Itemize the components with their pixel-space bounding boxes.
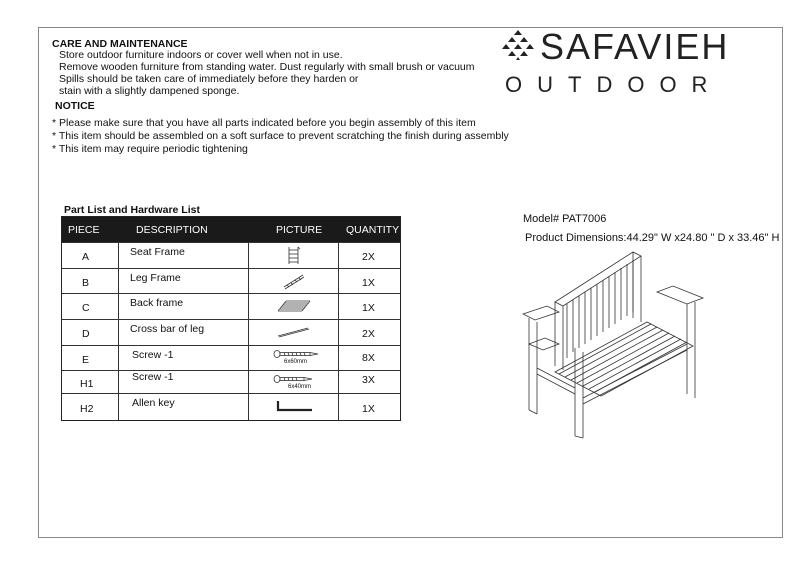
description-cell: Seat Frame xyxy=(130,246,185,258)
notice-line: * This item should be assembled on a soft surface to prevent scratching the finish during assembly xyxy=(52,130,509,142)
cross-bar-icon xyxy=(276,325,312,339)
care-line: Spills should be taken care of immediately before they harden or xyxy=(59,73,359,85)
description-cell: Leg Frame xyxy=(130,271,181,284)
header-description: DESCRIPTION xyxy=(136,224,208,236)
notice-line: * This item may require periodic tightening xyxy=(52,143,248,155)
piece-cell: B xyxy=(82,276,90,289)
header-quantity: QUANTITY xyxy=(346,224,400,236)
leg-frame-icon xyxy=(282,272,306,290)
screw-icon xyxy=(272,349,322,359)
seat-frame-icon xyxy=(286,245,302,266)
quantity-cell: 8X xyxy=(362,351,375,364)
model-number: Model# PAT7006 xyxy=(523,213,607,225)
bench-illustration xyxy=(515,248,715,460)
parts-table-header xyxy=(62,217,400,242)
screw-size-label: 6x40mm xyxy=(288,384,312,391)
table-row xyxy=(62,293,400,319)
screw-icon xyxy=(272,374,316,384)
description-cell: Screw -1 xyxy=(132,348,174,361)
quantity-cell: 2X xyxy=(362,328,375,341)
table-row xyxy=(62,370,400,393)
description-cell: Back frame xyxy=(130,297,184,310)
care-heading: CARE AND MAINTENANCE xyxy=(52,38,188,50)
care-line: Store outdoor furniture indoors or cover well when not in use. xyxy=(59,49,343,61)
piece-cell: A xyxy=(82,251,90,263)
product-dimensions: Product Dimensions:44.29" W x24.80 " D x 33.46" H xyxy=(525,232,780,244)
piece-cell: H2 xyxy=(80,403,94,416)
parts-table xyxy=(61,216,401,421)
piece-cell: C xyxy=(82,302,90,315)
logo-mark-icon xyxy=(500,28,536,62)
header-picture: PICTURE xyxy=(276,224,323,236)
care-line: Remove wooden furniture from standing water. Dust regularly with small brush or vacuum xyxy=(59,61,475,73)
logo-brand: SAFAVIEH xyxy=(540,26,730,67)
header-piece: PIECE xyxy=(68,224,100,236)
back-frame-icon xyxy=(276,298,312,314)
table-row xyxy=(62,393,400,420)
quantity-cell: 1X xyxy=(362,276,375,289)
quantity-cell: 2X xyxy=(362,251,375,263)
table-row xyxy=(62,319,400,345)
piece-cell: E xyxy=(82,353,90,366)
table-row xyxy=(62,268,400,294)
notice-line: * Please make sure that you have all parts indicated before you begin assembly of this item xyxy=(52,117,476,129)
quantity-cell: 1X xyxy=(362,403,375,416)
care-line: stain with a slightly dampened sponge. xyxy=(59,85,240,97)
table-row xyxy=(62,345,400,371)
description-cell: Screw -1 xyxy=(132,371,174,384)
notice-heading: NOTICE xyxy=(55,100,95,112)
description-cell: Cross bar of leg xyxy=(130,323,205,336)
screw-size-label: 6x60mm xyxy=(284,358,308,365)
table-row xyxy=(62,242,400,268)
piece-cell: D xyxy=(82,328,90,341)
quantity-cell: 1X xyxy=(362,302,375,315)
allen-key-icon xyxy=(274,399,316,413)
piece-cell: H1 xyxy=(80,378,94,391)
description-cell: Allen key xyxy=(132,397,175,410)
logo-subbrand: OUTDOOR xyxy=(505,72,723,97)
parts-title: Part List and Hardware List xyxy=(64,204,200,216)
quantity-cell: 3X xyxy=(362,374,375,387)
